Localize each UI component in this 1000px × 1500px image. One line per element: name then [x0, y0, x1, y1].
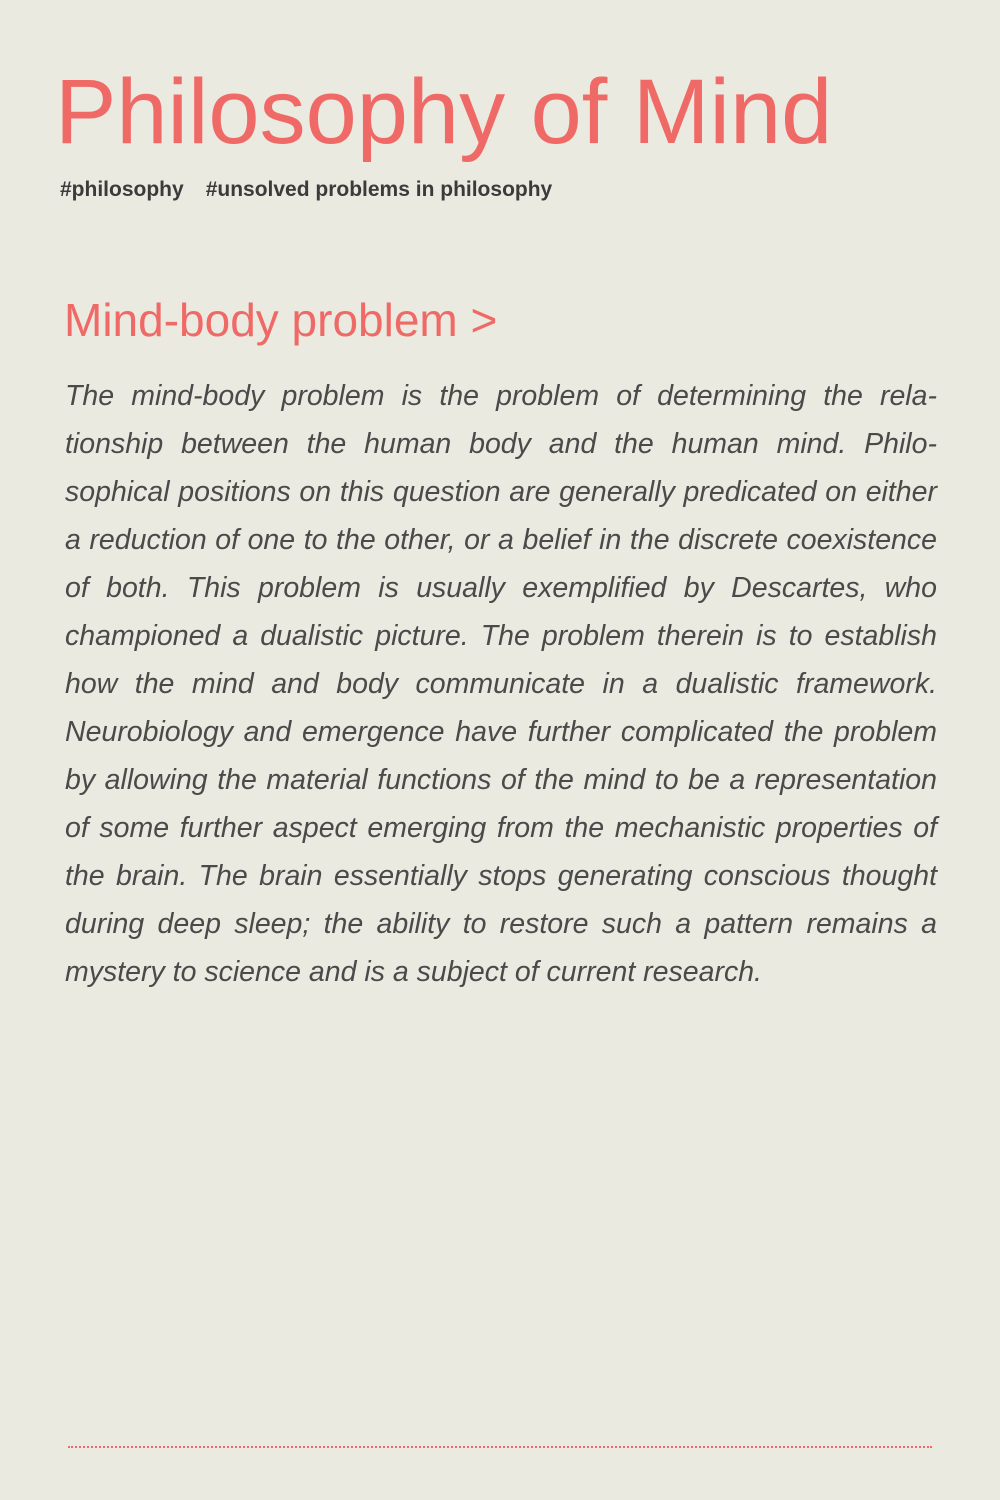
section-body-text: The mind-body problem is the problem of determining the relationship between the human body and the human mind. Philosophical positions on this question are generally predicated on either a reduction of one to the other, or a belief in the discrete coexistence of both. This problem is usually exemplified by Descartes, who championed a dualistic picture. The problem therein is to establish how the mind and body communicate in a dualistic framework. Neurobiology and emergence have further complicated the problem by allowing the material functions of the mind to be a representation of some further aspect emerging from the mechanistic properties of the brain. The brain essentially stops generating conscious thought during deep sleep; the ability to restore such a pattern remains a mystery to science and is a subject of current research. [65, 380, 937, 988]
tag-philosophy[interactable]: #philosophy [60, 178, 184, 201]
tag-unsolved-problems[interactable]: #unsolved problems in philosophy [205, 178, 553, 201]
page-title: Philosophy of Mind [55, 61, 833, 163]
dotted-divider [68, 1446, 932, 1448]
section-heading-link[interactable]: Mind-body problem > [64, 294, 498, 346]
tag-list [60, 176, 552, 204]
